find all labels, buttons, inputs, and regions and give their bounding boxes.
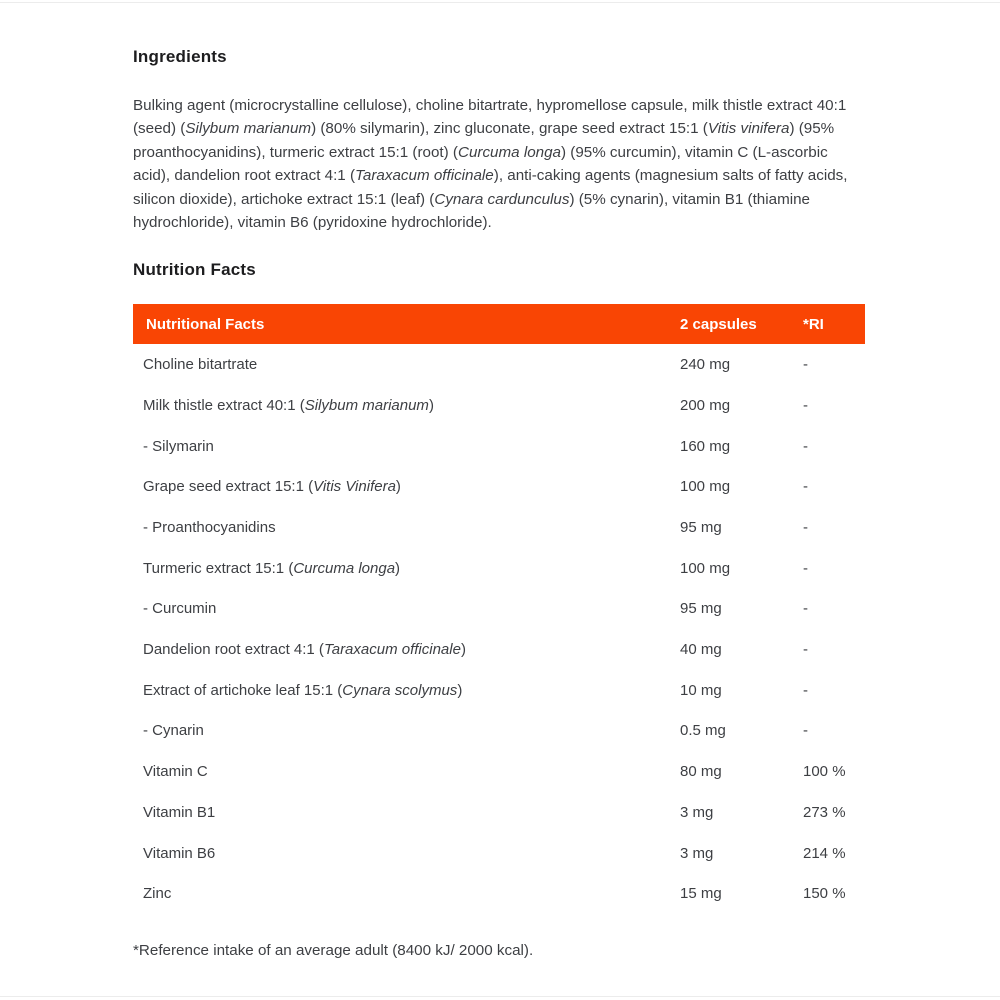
row-label: Zinc (143, 885, 172, 903)
table-row (133, 873, 865, 914)
row-label: Vitamin C (143, 763, 208, 781)
row-amount: 80 mg (680, 763, 722, 781)
row-amount: 240 mg (680, 356, 731, 374)
table-row (133, 385, 865, 426)
nutrition-facts-heading: Nutrition Facts (133, 260, 256, 280)
row-ri: - (803, 681, 808, 699)
row-label: - Proanthocyanidins (143, 519, 276, 537)
row-ri: 214 % (803, 844, 846, 862)
table-row (133, 344, 865, 385)
table-row (133, 670, 865, 711)
row-ri: - (803, 356, 808, 374)
row-ri: 273 % (803, 803, 846, 821)
row-amount: 3 mg (680, 803, 714, 821)
row-ri: - (803, 478, 808, 496)
table-row (133, 467, 865, 508)
row-amount: 10 mg (680, 681, 722, 699)
row-label: - Curcumin (143, 600, 217, 618)
row-label: - Silymarin (143, 437, 214, 455)
row-label: Choline bitartrate (143, 356, 258, 374)
row-label: - Cynarin (143, 722, 204, 740)
table-row (133, 751, 865, 792)
table-row (133, 426, 865, 467)
table-header-row (133, 304, 865, 344)
row-amount: 0.5 mg (680, 722, 726, 740)
row-ri: - (803, 641, 808, 659)
row-ri: - (803, 396, 808, 414)
table-row (133, 833, 865, 874)
table-row (133, 548, 865, 589)
row-ri: 100 % (803, 763, 846, 781)
row-amount: 200 mg (680, 396, 731, 414)
table-row (133, 792, 865, 833)
row-ri: - (803, 600, 808, 618)
row-ri: - (803, 437, 808, 455)
row-amount: 95 mg (680, 600, 722, 618)
row-ri: - (803, 722, 808, 740)
table-header-name: Nutritional Facts (146, 315, 265, 333)
table-row (133, 589, 865, 630)
row-label: Dandelion root extract 4:1 (Taraxacum officinale) (143, 641, 466, 659)
table-body (133, 344, 865, 914)
row-ri: 150 % (803, 885, 846, 903)
row-ri: - (803, 519, 808, 537)
table-row (133, 507, 865, 548)
table-header-ri: *RI (803, 315, 824, 333)
row-amount: 3 mg (680, 844, 714, 862)
row-amount: 100 mg (680, 478, 731, 496)
table-row (133, 711, 865, 752)
nutrition-facts-table (133, 304, 865, 914)
ingredients-paragraph: Bulking agent (microcrystalline cellulose), choline bitartrate, hypromellose capsule, milk thistle extract 40:1 (seed) (Silybum marianum) (80% silymarin), zinc gluconate, grape seed extract 15:1 (Vitis vinifera) (95% proanthocyanidins), turmeric extract 15:1 (root) (Curcuma longa) (95% curcumin), vitamin C (L-ascorbic acid), dandelion root extract 4:1 (Taraxacum officinale), anti-caking agents (magnesium salts of fatty acids, silicon dioxide), artichoke extract 15:1 (leaf) (Cynara cardunculus) (5% cynarin), vitamin B1 (thiamine hydrochloride), vitamin B6 (pyridoxine hydrochloride). (133, 97, 848, 232)
table-row (133, 629, 865, 670)
reference-intake-footnote: *Reference intake of an average adult (8400 kJ/ 2000 kcal). (133, 942, 534, 960)
table-header-amount: 2 capsules (680, 315, 757, 333)
row-amount: 160 mg (680, 437, 731, 455)
row-label: Milk thistle extract 40:1 (Silybum marianum) (143, 396, 434, 414)
row-amount: 40 mg (680, 641, 722, 659)
page-top-border (0, 2, 1000, 3)
row-label: Vitamin B6 (143, 844, 216, 862)
row-label: Grape seed extract 15:1 (Vitis Vinifera) (143, 478, 401, 496)
row-amount: 95 mg (680, 519, 722, 537)
row-label: Extract of artichoke leaf 15:1 (Cynara scolymus) (143, 681, 463, 699)
ingredients-heading: Ingredients (133, 47, 227, 66)
row-label: Turmeric extract 15:1 (Curcuma longa) (143, 559, 401, 577)
product-details-section (133, 47, 865, 959)
row-ri: - (803, 559, 808, 577)
row-amount: 100 mg (680, 559, 731, 577)
row-label: Vitamin B1 (143, 803, 216, 821)
page-bottom-border (0, 996, 1000, 997)
row-amount: 15 mg (680, 885, 722, 903)
